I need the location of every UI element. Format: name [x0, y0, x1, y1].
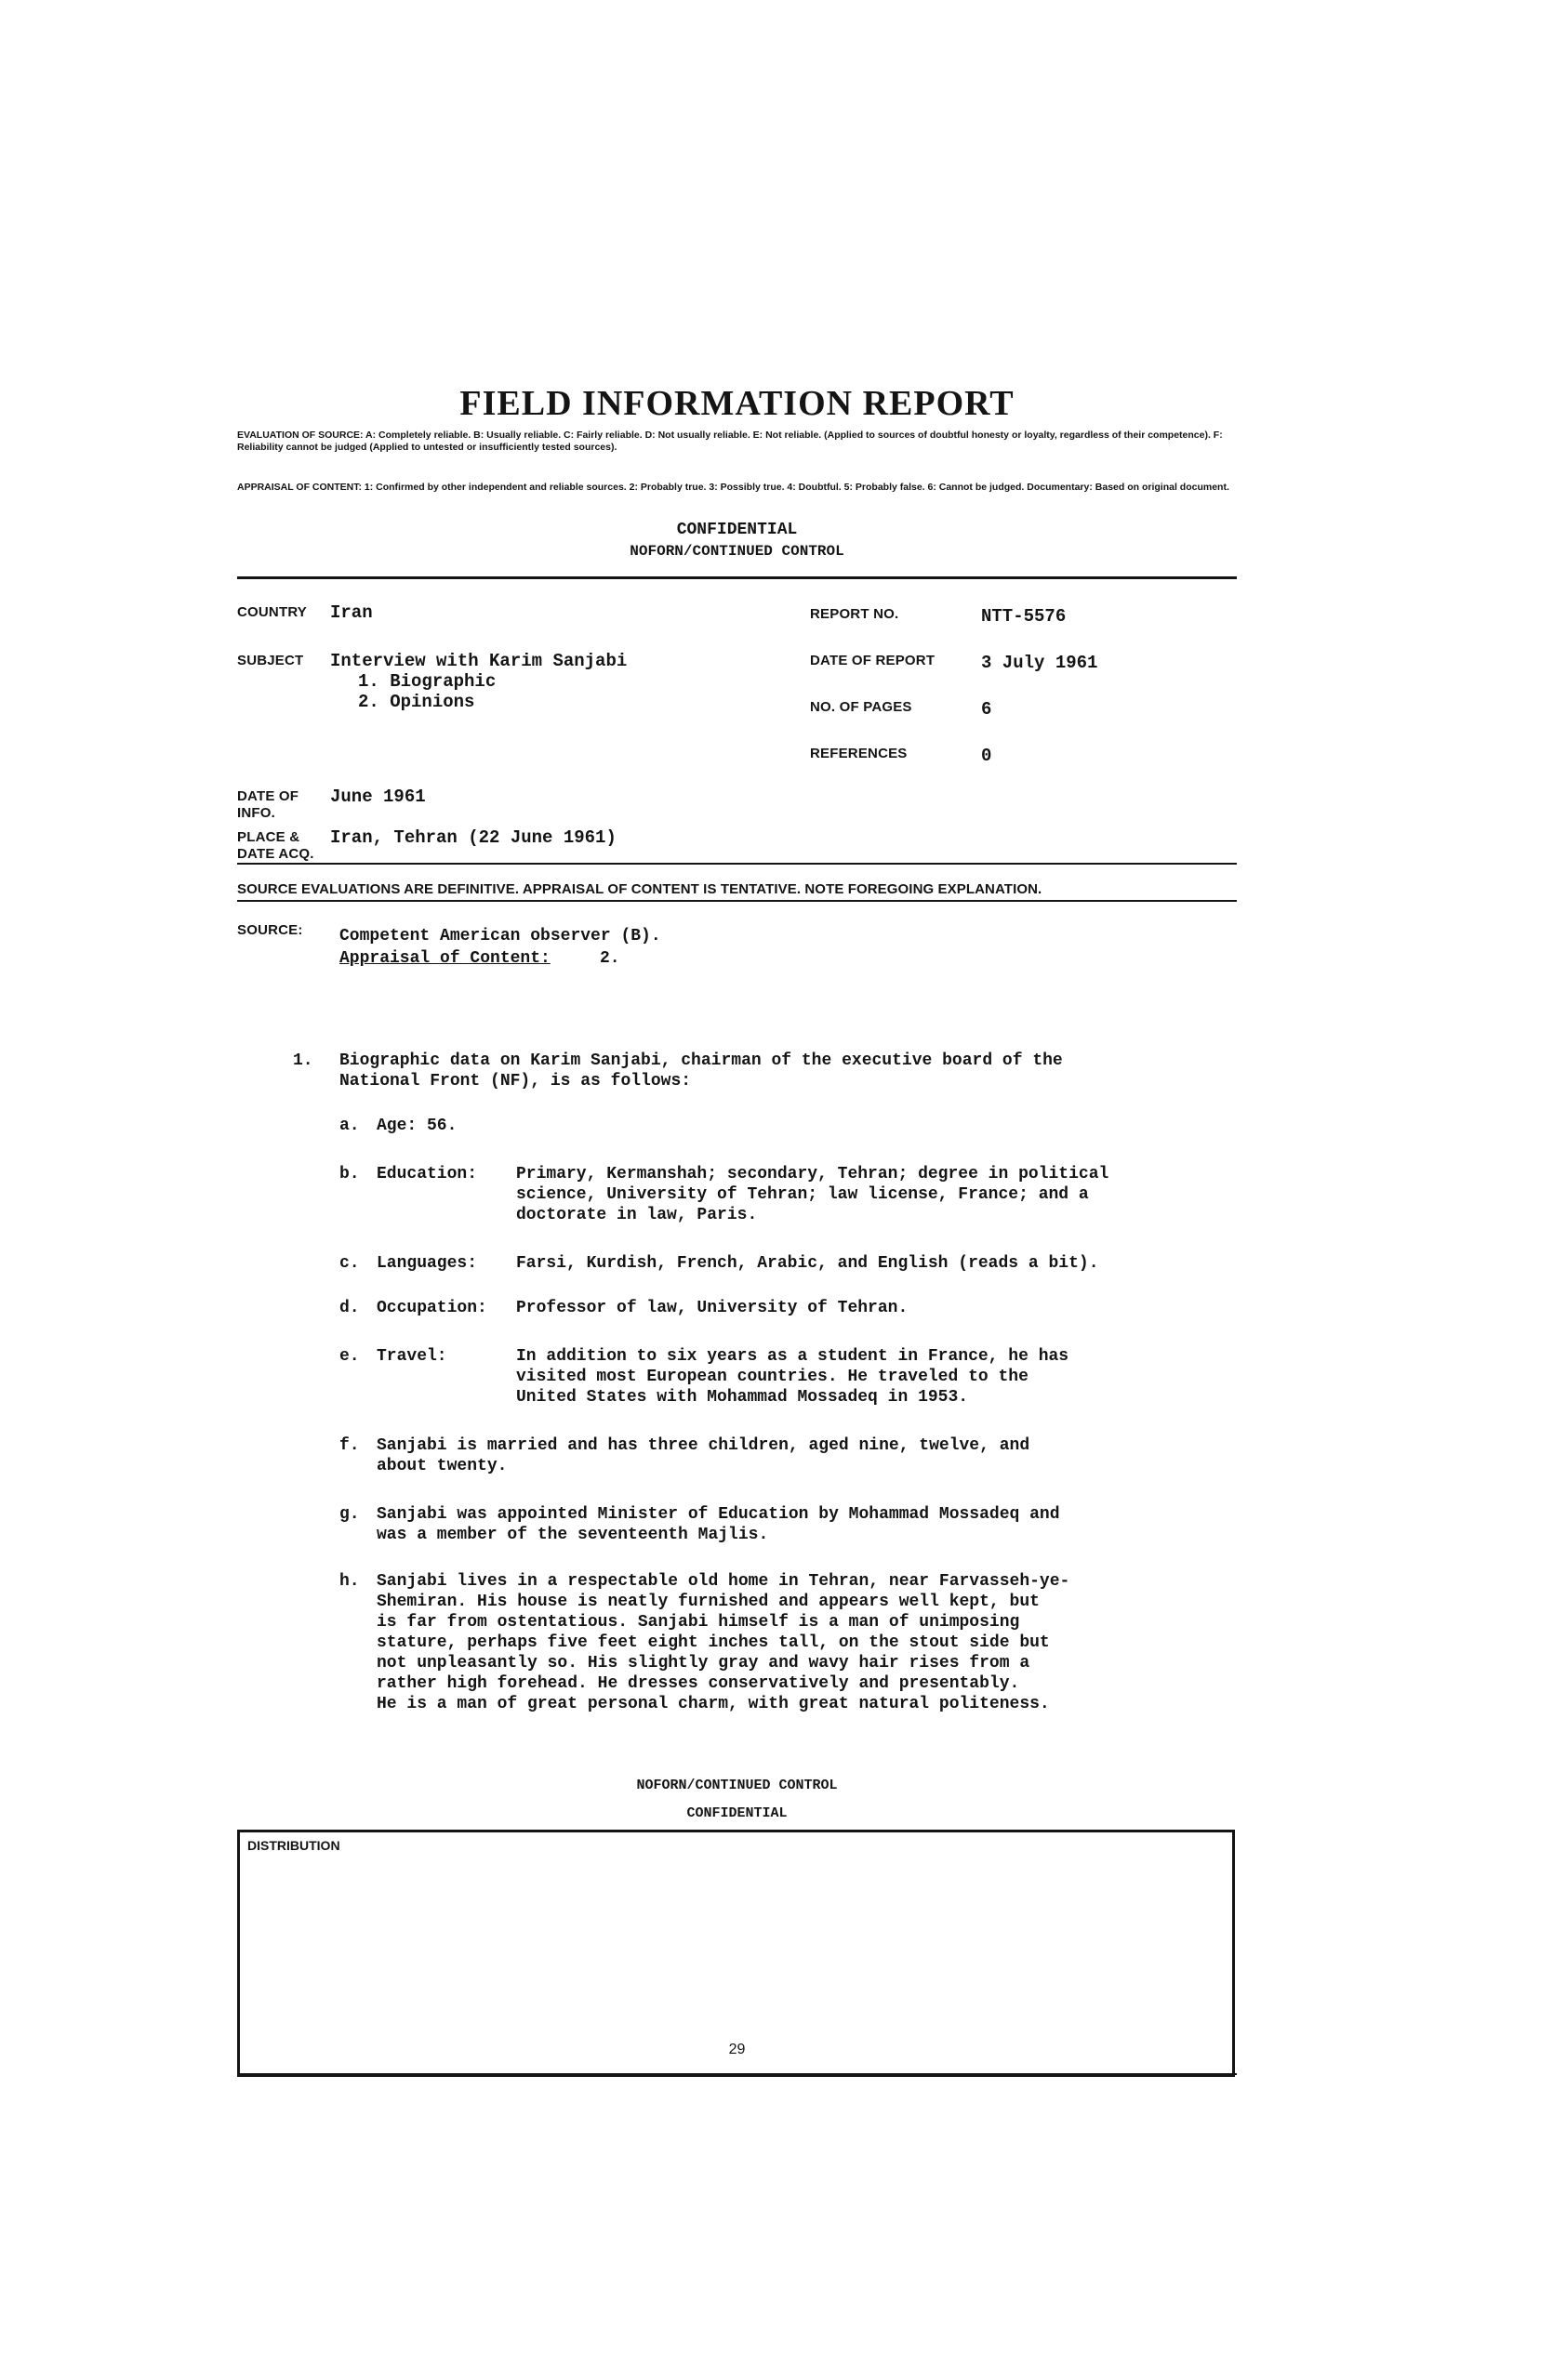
country-label: COUNTRY — [237, 604, 308, 620]
item-e-line-2: visited most European countries. He traveled to the — [516, 1368, 1029, 1386]
item-b-label: b. — [339, 1165, 360, 1183]
item-b-line-1: Primary, Kermanshah; secondary, Tehran; degree in political — [516, 1165, 1109, 1183]
item-h-line-4: stature, perhaps five feet eight inches tall, on the stout side but — [377, 1633, 1050, 1652]
item-g-line-2: was a member of the seventeenth Majlis. — [377, 1526, 769, 1544]
subject-line-2: 1. Biographic — [358, 671, 497, 692]
no-of-pages-label: NO. OF PAGES — [810, 699, 912, 715]
item-e-line-3: United States with Mohammad Mossadeq in 1953. — [516, 1388, 969, 1407]
item-b-line-3: doctorate in law, Paris. — [516, 1206, 758, 1224]
item-d-label: d. — [339, 1299, 360, 1317]
place-label-2: DATE ACQ. — [237, 846, 314, 862]
item-d-key: Occupation: — [377, 1299, 487, 1317]
item-c-label: c. — [339, 1254, 360, 1273]
note-rule — [237, 900, 1237, 902]
item-g-label: g. — [339, 1505, 360, 1524]
bottom-rule — [237, 2073, 1237, 2075]
item-h-line-1: Sanjabi lives in a respectable old home in Tehran, near Farvasseh-ye- — [377, 1572, 1070, 1591]
item-h-line-7: He is a man of great personal charm, with great natural politeness. — [377, 1695, 1050, 1713]
item-h-line-5: not unpleasantly so. His slightly gray and wavy hair rises from a — [377, 1654, 1030, 1673]
header-rule — [237, 576, 1237, 579]
item-f-label: f. — [339, 1436, 360, 1455]
item-e-line-1: In addition to six years as a student in France, he has — [516, 1347, 1069, 1366]
date-of-report-label: DATE OF REPORT — [810, 653, 936, 668]
appraisal-of-content-legend: APPRAISAL OF CONTENT: 1: Confirmed by other independent and reliable sources. 2: Probably true. 3: Possibly true. 4: Doubtful. 5: Probably false. 6: Cannot be judged. Documentary: Based on original document. — [237, 482, 1229, 493]
references-label: REFERENCES — [810, 746, 908, 761]
place-label-1: PLACE & — [237, 829, 300, 845]
item-c-text: Farsi, Kurdish, French, Arabic, and English (reads a bit). — [516, 1254, 1099, 1273]
no-of-pages-value: 6 — [981, 699, 992, 720]
note-bar: SOURCE EVALUATIONS ARE DEFINITIVE. APPRAISAL OF CONTENT IS TENTATIVE. NOTE FOREGOING EXPLANATION. — [237, 881, 1042, 897]
paragraph-1-line-2: National Front (NF), is as follows: — [339, 1072, 692, 1091]
subject-line-1: Interview with Karim Sanjabi — [330, 651, 628, 671]
item-h-label: h. — [339, 1572, 360, 1591]
report-title: FIELD INFORMATION REPORT — [459, 384, 1015, 423]
classification-top: CONFIDENTIAL — [676, 521, 798, 539]
evaluation-of-source-legend: EVALUATION OF SOURCE: A: Completely reliable. B: Usually reliable. C: Fairly reliable. D: Not usually reliable. E: Not reliable. (Applied to sources of doubtful honesty or loyalty, regardless of their competence). F: Reliability cannot be judged (Applied to untested or insufficiently tested sources). — [237, 430, 1223, 453]
item-g-line-1: Sanjabi was appointed Minister of Education by Mohammad Mossadeq and — [377, 1505, 1060, 1524]
references-value: 0 — [981, 746, 992, 766]
item-a-label: a. — [339, 1117, 360, 1135]
subject-label: SUBJECT — [237, 653, 304, 668]
item-h-line-6: rather high forehead. He dresses conservatively and presentably. — [377, 1674, 1020, 1693]
distribution-box — [237, 1830, 1235, 2077]
paragraph-1-line-1: Biographic data on Karim Sanjabi, chairman of the executive board of the — [339, 1051, 1063, 1070]
item-h-line-3: is far from ostentatious. Sanjabi himself is a man of unimposing — [377, 1613, 1020, 1632]
country-value: Iran — [330, 602, 373, 623]
item-h-line-2: Shemiran. His house is neatly furnished and appears well kept, but — [377, 1593, 1040, 1611]
source-line: Competent American observer (B). — [339, 927, 661, 945]
item-c-key: Languages: — [377, 1254, 478, 1273]
item-b-key: Education: — [377, 1165, 478, 1183]
distribution-label: DISTRIBUTION — [247, 1838, 340, 1853]
item-a-text: Age: 56. — [377, 1117, 458, 1135]
item-f-line-2: about twenty. — [377, 1457, 508, 1475]
subject-line-3: 2. Opinions — [358, 692, 475, 712]
source-label: SOURCE: — [237, 922, 303, 938]
item-e-label: e. — [339, 1347, 360, 1366]
report-no-value: NTT-5576 — [981, 606, 1067, 627]
item-b-line-2: science, University of Tehran; law license, France; and a — [516, 1185, 1089, 1204]
field-rule — [237, 863, 1237, 865]
item-f-line-1: Sanjabi is married and has three children, aged nine, twelve, and — [377, 1436, 1030, 1455]
control-marking-bottom: NOFORN/CONTINUED CONTROL — [636, 1778, 838, 1793]
control-marking-top: NOFORN/CONTINUED CONTROL — [630, 543, 844, 560]
date-of-info-value: June 1961 — [330, 787, 426, 807]
report-no-label: REPORT NO. — [810, 606, 899, 622]
appraisal-value: 2. — [600, 949, 620, 968]
date-of-report-value: 3 July 1961 — [981, 653, 1098, 673]
place-date-value: Iran, Tehran (22 June 1961) — [330, 827, 617, 848]
item-d-text: Professor of law, University of Tehran. — [516, 1299, 909, 1317]
date-of-info-label-1: DATE OF — [237, 788, 299, 804]
appraisal-label: Appraisal of Content: — [339, 949, 551, 968]
date-of-info-label-2: INFO. — [237, 805, 275, 821]
classification-bottom: CONFIDENTIAL — [686, 1805, 788, 1821]
paragraph-1-number: 1. — [293, 1051, 313, 1070]
item-e-key: Travel: — [377, 1347, 447, 1366]
page-number: 29 — [728, 2042, 746, 2057]
